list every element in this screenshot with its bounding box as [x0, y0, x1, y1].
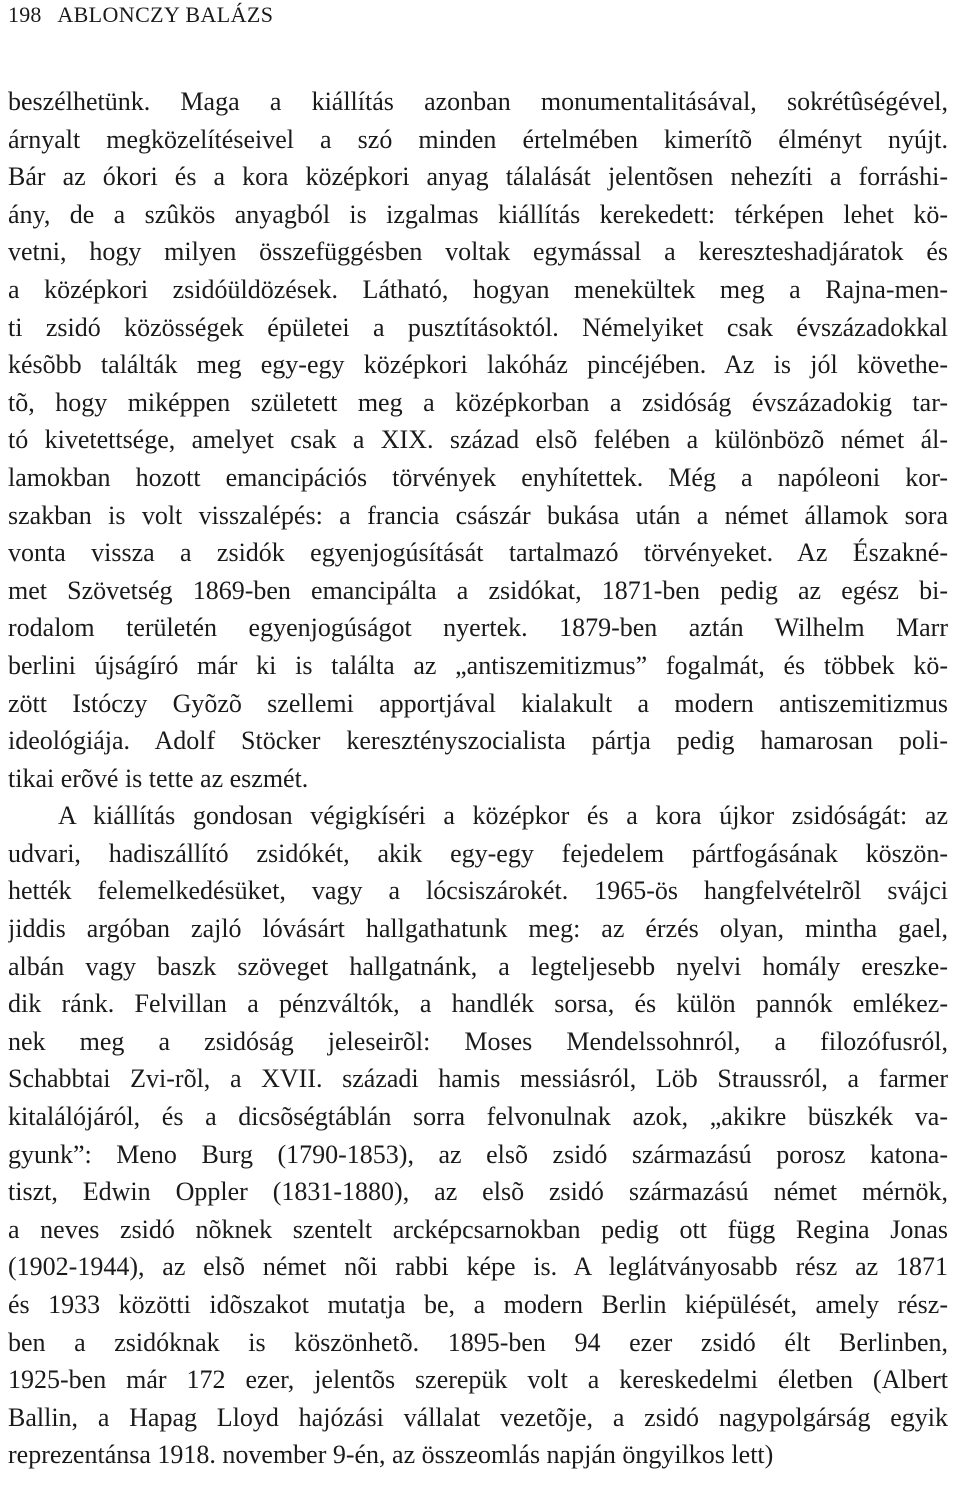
text-line: nek meg a zsidóság jeleseirõl: Moses Mendelssohnról, a filozófusról, — [8, 1026, 948, 1056]
text-line: árnyalt megközelítéseivel a szó minden értelmében kimerítõ élményt nyújt. — [8, 124, 948, 154]
text-line: kitalálójáról, és a dicsõségtáblán sorra felvonulnak azok, „akikre büszkék va- — [8, 1102, 948, 1132]
text-line: udvari, hadiszállító zsidókét, akik egy-egy fejedelem pártfogásának köszön- — [8, 838, 948, 868]
text-line: beszélhetünk. Maga a kiállítás azonban monumentalitásával, sokrétûségével, — [8, 87, 948, 116]
text-line: Bár az ókori és a kora középkori anyag tálalását jelentõsen nehezíti a forráshi- — [8, 162, 948, 192]
text-line: dik ránk. Felvillan a pénzváltók, a handlék sorsa, és külön pannók emlékez- — [8, 989, 948, 1019]
paragraph — [8, 83, 948, 797]
text-line: ideológiája. Adolf Stöcker keresztényszocialista pártja pedig hamarosan poli- — [8, 726, 948, 756]
text-line: késõbb találták meg egy-egy középkori lakóház pincéjében. Az is jól követhe- — [8, 350, 948, 380]
text-line: lamokban hozott emancipációs törvények enyhítettek. Még a napóleoni kor- — [8, 462, 948, 492]
text-line: Schabbtai Zvi-rõl, a XVII. századi hamis messiásról, Löb Straussról, a farmer — [8, 1064, 948, 1094]
text-line: Ballin, a Hapag Lloyd hajózási vállalat vezetõje, a zsidó nagypolgárság egyik — [8, 1402, 948, 1432]
text-line: 1925-ben már 172 ezer, jelentõs szerepük volt a kereskedelmi életben (Albert — [8, 1365, 948, 1395]
text-line: albán vagy baszk szöveget hallgatnánk, a legteljesebb nyelvi homály ereszke- — [8, 951, 948, 981]
text-line: a középkori zsidóüldözések. Látható, hogyan menekültek meg a Rajna-men- — [8, 274, 948, 304]
text-line: a neves zsidó nõknek szentelt arcképcsarnokban pedig ott függ Regina Jonas — [8, 1214, 948, 1244]
text-line: tó kivetettsége, amelyet csak a XIX. század elsõ felében a különbözõ német ál- — [8, 425, 948, 455]
text-line: rodalom területén egyenjogúságot nyertek. 1879-ben aztán Wilhelm Marr — [8, 613, 948, 643]
text-line: hették felemelkedésüket, vagy a lócsiszárokét. 1965-ös hangfelvételrõl svájci — [8, 876, 948, 906]
paragraph — [8, 797, 948, 1474]
page-number: 198 — [8, 2, 42, 27]
text-line: tikai erõvé is tette az eszmét. — [8, 763, 309, 793]
text-line: vonta vissza a zsidók egyenjogúsítását tartalmazó törvényeket. Az Északné- — [8, 538, 948, 568]
running-head-author: ABLONCZY BALÁZS — [57, 2, 274, 27]
text-line: gyunk”: Meno Burg (1790-1853), az elsõ zsidó származású porosz katona- — [8, 1139, 948, 1169]
text-line: vetni, hogy milyen összefüggésben voltak egymással a kereszteshadjáratok és — [8, 237, 948, 267]
running-head — [8, 0, 273, 30]
text-line: (1902-1944), az elsõ német nõi rabbi képe is. A leglátványosabb rész az 1871 — [8, 1252, 948, 1282]
text-line: berlini újságíró már ki is találta az „antiszemitizmus” fogalmát, és többek kö- — [8, 650, 948, 680]
text-line: szakban is volt visszalépés: a francia császár bukása után a német államok sora — [8, 500, 948, 530]
text-line: met Szövetség 1869-ben emancipálta a zsidókat, 1871-ben pedig az egész bi- — [8, 575, 948, 605]
text-line: ány, de a szûkös anyagból is izgalmas kiállítás kerekedett: térképen lehet kö- — [8, 199, 948, 229]
text-line: reprezentánsa 1918. november 9-én, az összeomlás napján öngyilkos lett) — [8, 1440, 774, 1470]
text-line: jiddis argóban zajló lóvásárt hallgathatunk meg: az érzés olyan, mintha gael, — [8, 914, 948, 944]
text-line: tõ, hogy miképpen született meg a középkorban a zsidóság évszázadokig tar- — [8, 387, 948, 417]
text-line: tiszt, Edwin Oppler (1831-1880), az elsõ zsidó származású német mérnök, — [8, 1177, 948, 1207]
text-line: ben a zsidóknak is köszönhetõ. 1895-ben 94 ezer zsidó élt Berlinben, — [8, 1327, 948, 1357]
text-line: ti zsidó közösségek épületei a pusztításoktól. Némelyiket csak évszázadokkal — [8, 312, 948, 342]
body-text — [8, 83, 948, 1474]
text-line: zött Istóczy Gyõzõ szellemi apportjával kialakult a modern antiszemitizmus — [8, 688, 948, 718]
text-line: A kiállítás gondosan végigkíséri a középkor és a kora újkor zsidóságát: az — [58, 801, 948, 831]
text-line: és 1933 közötti idõszakot mutatja be, a modern Berlin kiépülését, amely rész- — [8, 1290, 948, 1319]
